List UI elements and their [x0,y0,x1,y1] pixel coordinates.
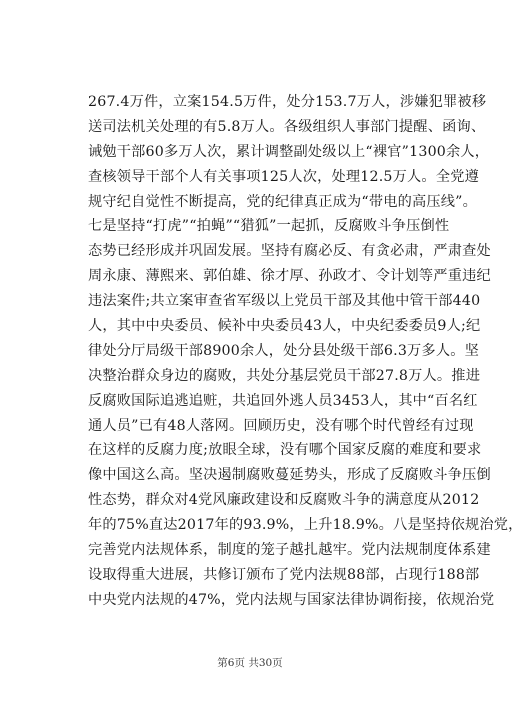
text-line-8: 周永康、薄熙来、郭伯雄、徐才厚、孙政才、令计划等严重违纪 [88,268,491,285]
text-line-18: 年的75%直达2017年的93.9%，上升18.9%。八是坚持依规治党， [88,517,523,534]
text-line-7: 态势已经形成并巩固发展。坚持有腐必反、有贪必肃，严肃查处 [88,243,491,260]
text-line-6: 七是坚持“打虎”“拍蝇”“猎狐”一起抓，反腐败斗争压倒性 [88,218,450,235]
text-line-2: 送司法机关处理的有5.8万人。各级组织人事部门提醒、函询、 [88,118,486,135]
text-line-13: 反腐败国际追逃追赃，共追回外逃人员3453人，其中“百名红 [88,392,478,409]
text-line-20: 设取得重大进展，共修订颁布了党内法规88部，占现行188部 [88,566,480,583]
text-line-12: 决整治群众身边的腐败，共处分基层党员干部27.8万人。推进 [88,367,481,384]
text-line-19: 完善党内法规体系，制度的笼子越扎越牢。党内法规制度体系建 [88,542,491,559]
text-line-4: 查核领导干部个人有关事项125人次，处理12.5万人。全党遵 [88,168,479,185]
page-number-footer: 第6页 共30页 [217,657,283,669]
text-line-21: 中央党内法规的47%，党内法规与国家法律协调衔接，依规治党 [88,591,495,608]
text-line-11: 律处分厅局级干部8900余人，处分县处级干部6.3万多人。坚 [88,342,479,359]
text-line-9: 违法案件;共立案审查省军级以上党员干部及其他中管干部440 [88,293,481,310]
text-line-14: 通人员”已有48人落网。回顾历史，没有哪个时代曾经有过现 [88,417,474,434]
text-line-5: 规守纪自觉性不断提高，党的纪律真正成为“带电的高压线”。 [88,193,477,210]
text-line-10: 人，其中中央委员、候补中央委员43人，中央纪委委员9人;纪 [88,318,481,335]
text-line-1: 267.4万件，立案154.5万件，处分153.7万人，涉嫌犯罪被移 [88,94,487,110]
body-text [88,90,523,613]
text-line-3: 诫勉干部60多万人次，累计调整副处级以上“裸官”1300余人， [88,143,490,160]
text-line-15: 在这样的反腐力度;放眼全球，没有哪个国家反腐的难度和要求 [88,442,482,459]
text-line-16: 像中国这么高。坚决遏制腐败蔓延势头，形成了反腐败斗争压倒 [88,467,491,484]
text-line-17: 性态势，群众对4党风廉政建设和反腐败斗争的满意度从2012 [88,492,480,509]
